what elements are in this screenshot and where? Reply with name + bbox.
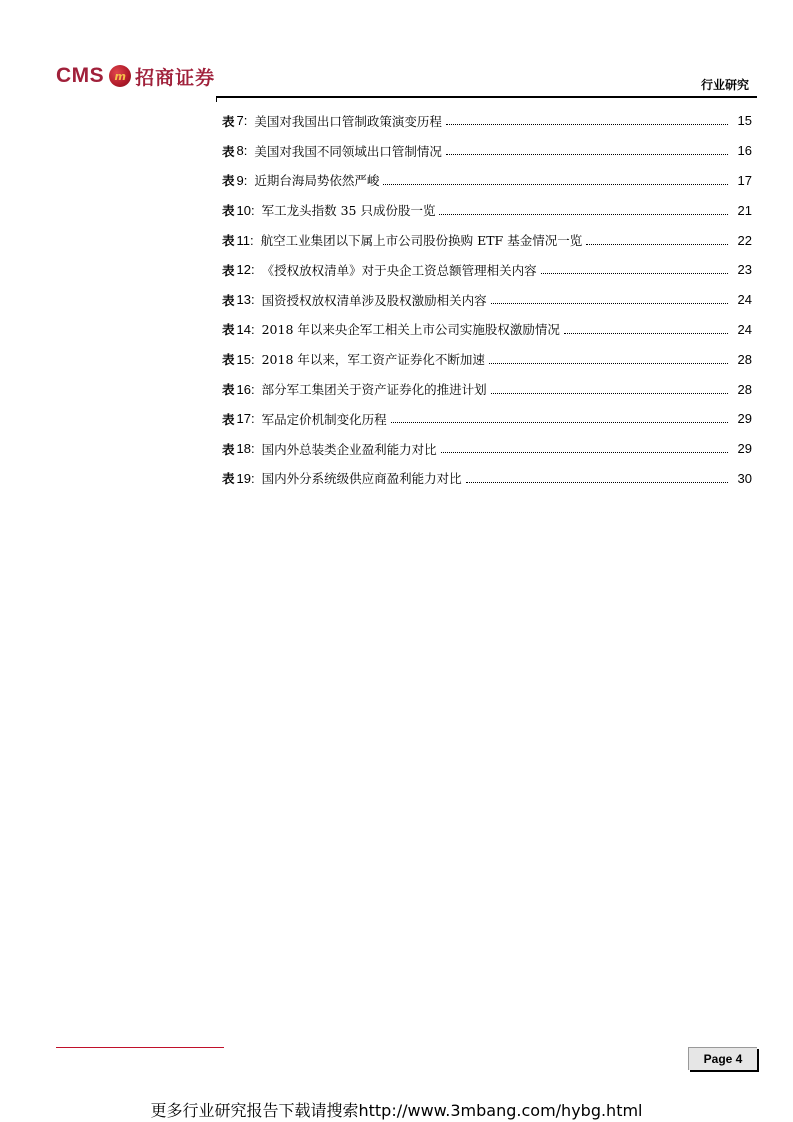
logo-text-en: CMS	[56, 64, 105, 87]
toc-entry-number: 8:	[236, 143, 248, 159]
toc-entry[interactable]	[222, 315, 752, 345]
toc-entry-page: 23	[737, 262, 752, 278]
toc-dot-leader	[446, 124, 728, 125]
toc-dot-leader	[391, 422, 728, 423]
toc-entry[interactable]	[222, 166, 752, 196]
header-rule	[216, 96, 757, 98]
toc-entry-number: 12:	[236, 262, 255, 278]
toc-entry-title: 《授权放权清单》对于央企工资总额管理相关内容	[261, 262, 537, 278]
toc-entry[interactable]	[222, 285, 752, 315]
toc-entry-page: 24	[737, 292, 752, 308]
toc-entry-label: 表	[222, 143, 235, 159]
toc-entry-title: 国内外分系统级供应商盈利能力对比	[261, 471, 462, 487]
toc-entry-title: 近期台海局势依然严峻	[254, 173, 380, 189]
toc-entry-label: 表	[222, 411, 235, 427]
toc-dot-leader	[439, 214, 728, 215]
toc-entry-label: 表	[222, 441, 235, 457]
toc-entry-page: 15	[737, 113, 752, 129]
section-label: 行业研究	[700, 78, 749, 92]
toc-entry-page: 24	[737, 321, 752, 337]
toc-entry-number: 9:	[236, 172, 248, 188]
toc-entry-number: 14:	[236, 321, 255, 337]
toc-entry-number: 13:	[236, 292, 255, 308]
page-number-box: Page 4	[688, 1047, 757, 1070]
footer-rule	[56, 1047, 224, 1048]
toc-entry-page: 29	[737, 411, 752, 427]
toc-entry-page: 17	[737, 172, 752, 188]
toc-entry-title: 军品定价机制变化历程	[261, 411, 387, 427]
toc-dot-leader	[466, 482, 728, 483]
toc-entry[interactable]	[222, 464, 752, 494]
toc-entry-label: 表	[222, 262, 235, 278]
toc-entry-number: 11:	[236, 232, 254, 248]
toc-entry-page: 22	[737, 232, 752, 248]
toc-entry-title: 国资授权放权清单涉及股权激励相关内容	[261, 292, 487, 308]
toc-entry-label: 表	[222, 292, 235, 308]
toc-dot-leader	[491, 303, 728, 304]
toc-entry-title: 国内外总装类企业盈利能力对比	[261, 441, 437, 457]
toc-entry-label: 表	[222, 352, 235, 368]
toc-entry[interactable]	[222, 106, 752, 136]
toc-entry-title: 2018 年以来央企军工相关上市公司实施股权激励情况	[261, 322, 560, 338]
toc-entry-number: 7:	[236, 113, 248, 129]
toc-dot-leader	[383, 184, 728, 185]
toc-entry[interactable]	[222, 344, 752, 374]
toc-entry-page: 28	[737, 351, 752, 367]
toc-entry-page: 21	[737, 202, 752, 218]
toc-entry-page: 29	[737, 441, 752, 457]
toc-entry-number: 19:	[236, 470, 255, 486]
toc-entry-label: 表	[222, 471, 235, 487]
toc-dot-leader	[441, 452, 728, 453]
toc-entry-number: 10:	[236, 202, 255, 218]
toc-entry-label: 表	[222, 382, 235, 398]
toc-entry[interactable]	[222, 374, 752, 404]
toc-entry-page: 16	[737, 143, 752, 159]
toc-entry[interactable]	[222, 255, 752, 285]
toc-entry-label: 表	[222, 173, 235, 189]
toc-entry-number: 17:	[236, 411, 255, 427]
toc-entry-number: 16:	[236, 381, 255, 397]
toc-entry-title: 2018 年以来，军工资产证券化不断加速	[261, 352, 485, 368]
toc-dot-leader	[586, 244, 728, 245]
logo-emblem-icon: m	[109, 65, 131, 87]
toc-entry-title: 部分军工集团关于资产证券化的推进计划	[261, 382, 487, 398]
toc-dot-leader	[491, 393, 728, 394]
toc-entry-number: 18:	[236, 441, 255, 457]
toc-entry[interactable]	[222, 404, 752, 434]
toc-dot-leader	[446, 154, 728, 155]
toc-dot-leader	[489, 363, 728, 364]
header-rule-tick	[216, 96, 217, 102]
toc-dot-leader	[541, 273, 728, 274]
toc-entry-label: 表	[222, 322, 235, 338]
toc-entry-title: 军工龙头指数 35 只成份股一览	[261, 203, 436, 219]
toc-entry[interactable]	[222, 225, 752, 255]
toc-dot-leader	[564, 333, 728, 334]
footer-note: 更多行业研究报告下载请搜索http://www.3mbang.com/hybg.html	[150, 1101, 643, 1120]
logo	[56, 62, 215, 90]
logo-text-cn: 招商证券	[135, 66, 216, 89]
toc-entry-title: 航空工业集团以下属上市公司股份换购 ETF 基金情况一览	[260, 233, 583, 249]
toc-entry-title: 美国对我国出口管制政策演变历程	[254, 113, 442, 129]
toc-entry-label: 表	[222, 203, 235, 219]
toc-entry[interactable]	[222, 136, 752, 166]
toc-entry-label: 表	[222, 233, 235, 249]
toc-entry-page: 28	[737, 381, 752, 397]
toc-entry-title: 美国对我国不同领域出口管制情况	[254, 143, 442, 159]
toc-entry-number: 15:	[236, 351, 255, 367]
table-of-contents	[222, 106, 752, 493]
toc-entry-page: 30	[737, 470, 752, 486]
toc-entry-label: 表	[222, 113, 235, 129]
toc-entry[interactable]	[222, 434, 752, 464]
toc-entry[interactable]	[222, 195, 752, 225]
